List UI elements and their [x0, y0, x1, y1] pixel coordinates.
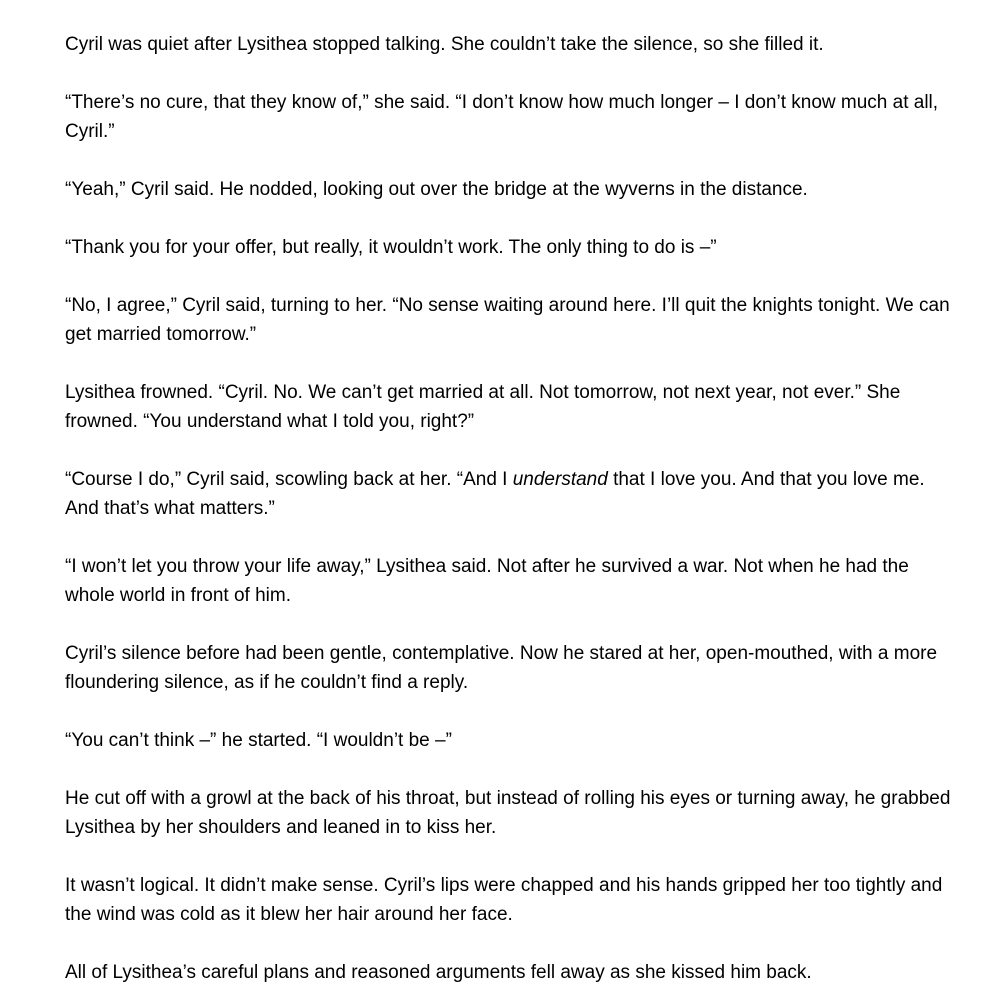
text-segment: All of Lysithea’s careful plans and reasoned arguments fell away as she kissed him back. — [65, 962, 812, 983]
document-body — [65, 30, 954, 987]
text-segment: Cyril was quiet after Lysithea stopped talking. She couldn’t take the silence, so she filled it. — [65, 34, 824, 55]
text-segment: “You can’t think –” he started. “I wouldn’t be –” — [65, 730, 452, 751]
paragraph — [65, 291, 954, 349]
paragraph — [65, 784, 954, 842]
text-segment: “I won’t let you throw your life away,” Lysithea said. Not after he survived a war. Not when he had the whole world in front of him. — [65, 556, 909, 606]
italic-text-segment: understand — [512, 469, 608, 490]
text-segment: “Course I do,” Cyril said, scowling back at her. “And I — [65, 469, 513, 490]
paragraph — [65, 639, 954, 697]
paragraph — [65, 175, 954, 204]
text-segment: “No, I agree,” Cyril said, turning to her. “No sense waiting around here. I’ll quit the knights tonight. We can get married tomorrow.” — [65, 295, 950, 345]
paragraph — [65, 30, 954, 59]
paragraph — [65, 958, 954, 987]
text-segment: “Yeah,” Cyril said. He nodded, looking out over the bridge at the wyverns in the distance. — [65, 179, 808, 200]
paragraph — [65, 465, 954, 523]
paragraph — [65, 233, 954, 262]
paragraph — [65, 378, 954, 436]
text-segment: “There’s no cure, that they know of,” she said. “I don’t know how much longer – I don’t know much at all, Cyril.” — [65, 92, 939, 142]
text-segment: It wasn’t logical. It didn’t make sense. Cyril’s lips were chapped and his hands gripped her too tightly and the wind was cold as it blew her hair around her face. — [65, 875, 943, 925]
paragraph — [65, 552, 954, 610]
paragraph — [65, 88, 954, 146]
text-segment: Lysithea frowned. “Cyril. No. We can’t get married at all. Not tomorrow, not next year, not ever.” She frowned. “You understand what I told you, right?” — [65, 382, 901, 432]
text-segment: He cut off with a growl at the back of his throat, but instead of rolling his eyes or turning away, he grabbed Lysithea by her shoulders and leaned in to kiss her. — [65, 788, 951, 838]
text-segment: “Thank you for your offer, but really, it wouldn’t work. The only thing to do is –” — [65, 237, 717, 258]
paragraph — [65, 726, 954, 755]
paragraph — [65, 871, 954, 929]
text-segment: Cyril’s silence before had been gentle, contemplative. Now he stared at her, open-mouthed, with a more floundering silence, as if he couldn’t find a reply. — [65, 643, 938, 693]
text-segment: that I love you. And that you love me. And that’s what matters.” — [65, 469, 925, 519]
